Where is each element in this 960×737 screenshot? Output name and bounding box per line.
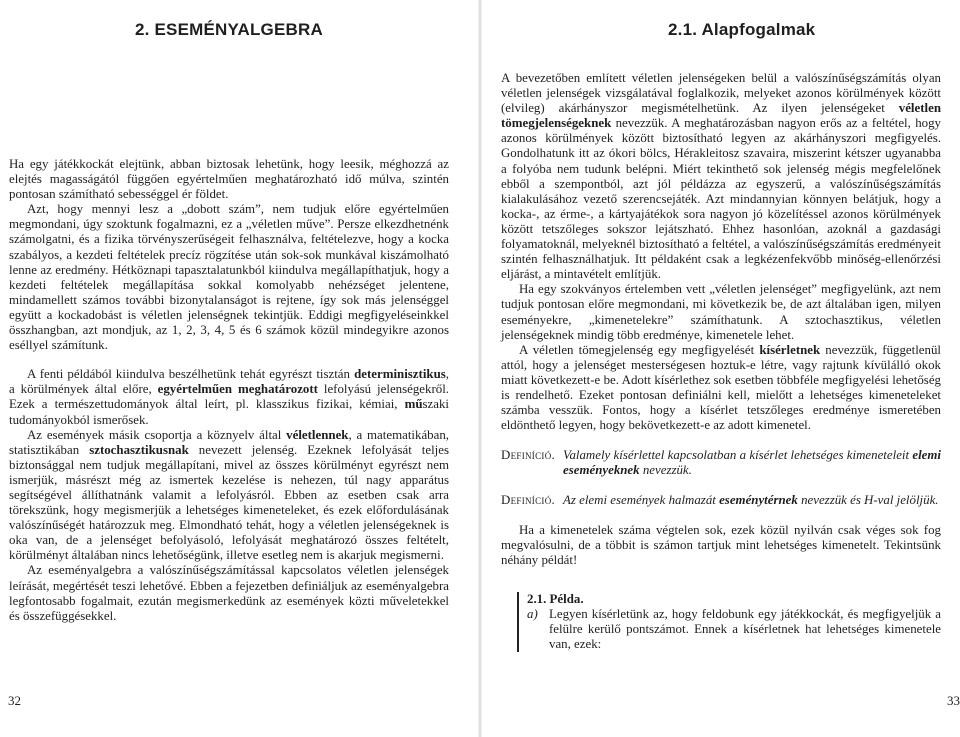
paragraph: Ha egy szokványos értelemben vett „véletlen jelenséget” megfigyelünk, azt nem tudjuk pontosan előre megmondani, mi következik be, de azt általában igen, milyen eseményekre, „kimenetelekre” számíthatunk. A sztochasztikus, véletlen jelenségeknek mindig több eredménye, kimenetele lehet. [501, 282, 941, 342]
section-header: 2.1. Alapfogalmak [668, 20, 816, 39]
example-title: 2.1. Példa. [527, 591, 584, 606]
definition [501, 493, 941, 508]
page-number: 33 [947, 693, 960, 708]
paragraph: Az események másik csoportja a köznyelv által véletlennek, a matematikában, statisztikában sztochasztikusnak nevezett jelenség. Ezeknek lefolyását teljes biztonsággal nem tudjuk megállapítani, mivel az összes körülményt egyrészt nem ismerjük, másrészt még az ismertek kezelése is nehezen, túl nagy apparátus segítségével állíthatnánk valamit a lefolyásról. Ebben az esetben csak arra törekszünk, hogy megismerjük a lehetséges kimeneteleket, és ezek előfordulásának valószínűségét határozzuk meg. Elmondható tehát, hogy a véletlen jelenségeknek is oka van, de a jelenséget befolyásoló, lefolyását meghatározó összes feltételt, körülményt általában nincs lehetőségünk, illetve esetleg nem is akarjuk megismerni. [9, 427, 450, 563]
page-number: 32 [8, 693, 21, 708]
chapter-header: 2. ESEMÉNYALGEBRA [135, 20, 323, 39]
paragraph: A véletlen tömegjelenség egy megfigyelését kísérletnek nevezzük, függetlenül attól, hogy a jelenséget mesterségesen hoztuk-e létre, vagy rajtunk kívülálló okok miatt következett-e be. Adott kísérlethez sok esetben többféle megfigyelési lehetőség is rendelhető. Ezeket pontosan definiálni kell, mielőtt a lehetséges kimeneteleket számba vesszük. Fontos, hogy a kísérlet tetszőleges eredménye ismeretében eldönthető legyen, hogy bekövetkezett-e az adott kimenetel. [501, 342, 941, 433]
example-item-text: Legyen kísérletünk az, hogy feldobunk egy játékkockát, és megfigyeljük a felülre kerülő pontszámot. Ennek a kísérletnek hat lehetséges kimenetele van, ezek: [549, 606, 941, 652]
example-item-label: a) [527, 606, 538, 621]
right-page [480, 0, 960, 737]
example-box [517, 592, 941, 652]
right-body [501, 71, 941, 652]
paragraph: Ha egy játékkockát elejtünk, abban biztosak lehetünk, hogy leesik, méghozzá az elejtés magasságától függően egyértelműen meghatározható idő múlva, szintén pontosan számítható sebességgel ér földet. [9, 157, 449, 202]
paragraph: A bevezetőben említett véletlen jelenségeken belül a valószínűségszámítás olyan véletlen jelenségek vizsgálatával foglalkozik, melyeket azonos körülmények között (elvileg) akárhányszor megismételhetünk. Az ilyen jelenségeket véletlen tömegjelenségeknek nevezzük. A meghatározásban nagyon erős az a feltétel, hogy azonos körülmények között biztosítható legyen az akárhányszori megfigyelés. Gondolhatunk itt az ókori bölcs, Hérakleitosz szavaira, miszerint kétszer ugyanabba a folyóba nem tudunk belépni. Miért tekinthető sok jelenség mégis megfelelőnek ebből a szempontból, azt jól példázza az egyszerű, a valószínűségszámítás kialakulásához vezető szerencsejáték. Azt mindannyian könnyen belátjuk, hogy a kocka-, az érme-, a kártyajátékok sora nagyon jó közelítéssel azonos körülmények között tetszőleges sokszor lejátszható. Ehhez hasonlóan, azoknál a gazdasági folyamatoknál, melyeknél biztosítható a feltétel, a valószínűségszámítás eredményeit szintén felhasználhatjuk. Itt példaként csak a legkézenfekvőbb minőség-ellenőrzési eljárást, a mintavételt említjük. [501, 71, 941, 282]
paragraph: Az eseményalgebra a valószínűségszámítással kapcsolatos véletlen jelenségek leírását, megértését teszi lehetővé. Ebben a fejezetben definiáljuk az eseményalgebra legfontosabb fogalmait, ezután megismerkedünk az események közti műveletekkel és összefüggésekkel. [9, 563, 449, 623]
definition-label: Definíció. [501, 448, 556, 463]
definition-text: Valamely kísérlettel kapcsolatban a kísérlet lehetséges kimeneteleit elemi eseményeknek nevezzük. [563, 448, 941, 478]
paragraph: Azt, hogy mennyi lesz a „dobott szám”, nem tudjuk előre egyértelműen megmondani, úgy szoktunk fogalmazni, ez a „véletlen műve”. Persze elkezdhetnénk számolgatni, és a fizika törvényszerűségeit felhasználva, feltételezve, hogy a kocka szabályos, a kezdeti feltételek precíz rögzítése után sok-sok munkával kiszámolható lenne az eredmény. Hétköznapi tapasztalatunkból kiindulva megállapíthatjuk, hogy a kezdeti feltételek megállapítása sokkal komolyabb nehézséget jelentene, mindamellett számos további bizonytalanságot is rejtene, így sok más jelenséggel együtt a kockadobást is véletlen jelenségnek tekintjük. Eddigi megfigyeléseinkkel összhangban, azt mondjuk, az 1, 2, 3, 4, 5 és 6 számok közül mindegyikre azonos eséllyel számítunk. [9, 202, 449, 353]
definition [501, 448, 941, 478]
paragraph: A fenti példából kiindulva beszélhetünk tehát egyrészt tisztán determinisztikus, a körülmények által előre, egyértelműen meghatározott lefolyású jelenségekről. Ezek a természettudományok által leírt, pl. klasszikus fizikai, kémiai, műszaki tudományokból ismerősek. [9, 367, 449, 427]
definition-label: Definíció. [501, 493, 556, 508]
example-item [527, 607, 941, 652]
definition-text: Az elemi események halmazát eseménytérnek nevezzük és H-val jelöljük. [563, 493, 939, 508]
paragraph: Ha a kimenetelek száma végtelen sok, ezek közül nyilván csak véges sok fog megvalósulni, de a többit is számon tartjuk mint lehetséges kimenetelt. Tekintsünk néhány példát! [501, 522, 941, 567]
left-body [9, 157, 449, 624]
